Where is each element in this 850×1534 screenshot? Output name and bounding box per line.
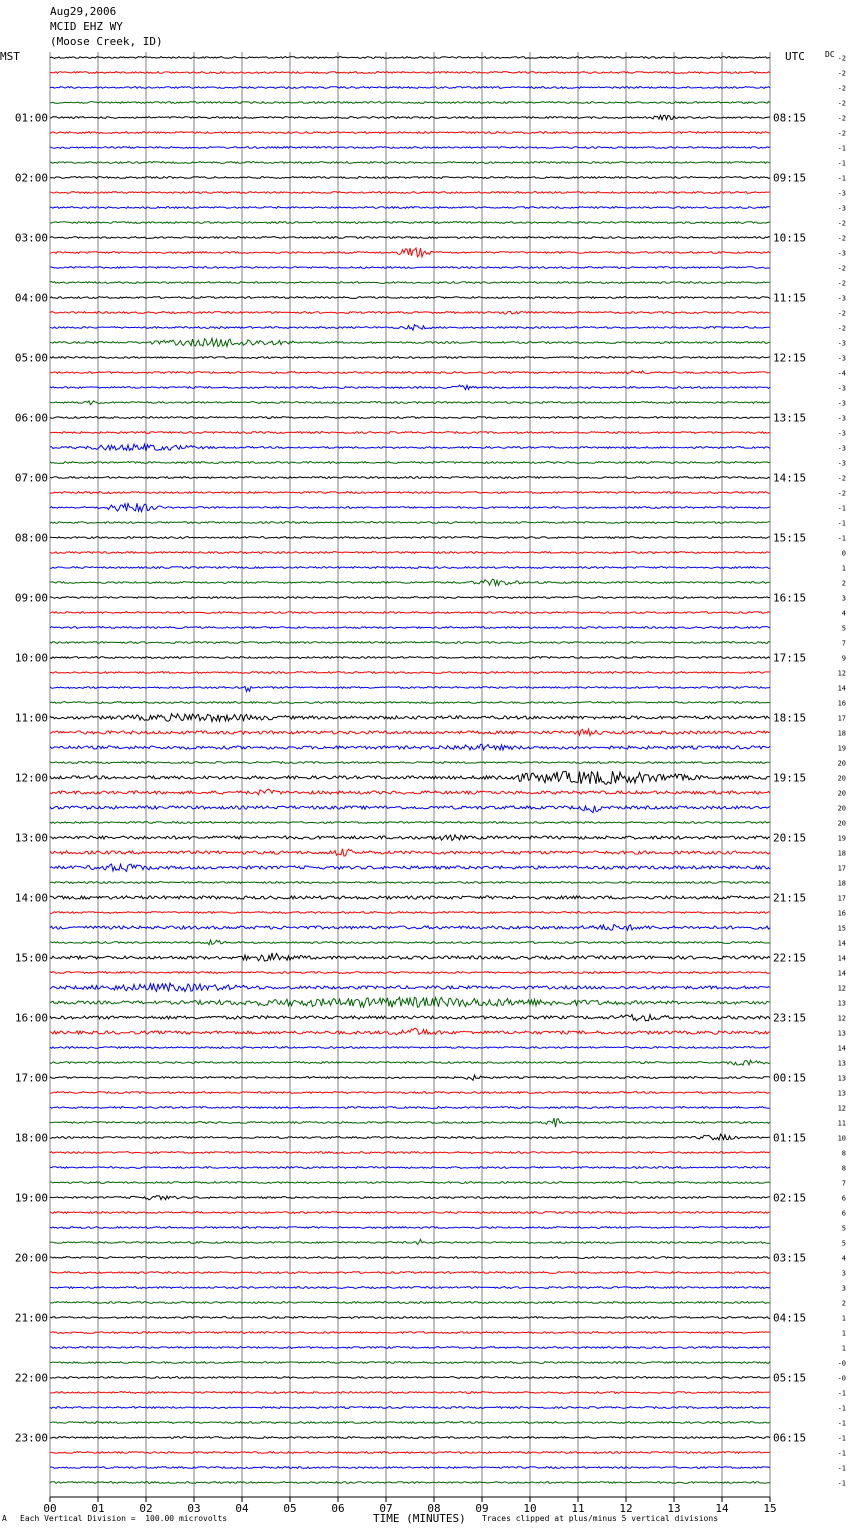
trace-line (50, 432, 770, 434)
trace-line (50, 115, 770, 120)
mst-hour-label: 15:00 (14, 951, 48, 965)
dc-offset-label: 14 (837, 684, 846, 693)
utc-hour-label: 20:15 (773, 831, 807, 845)
trace-line (50, 248, 770, 257)
trace-line (50, 177, 770, 179)
dc-offset-label: 6 (841, 1194, 846, 1203)
trace-line (50, 744, 770, 750)
trace-line (50, 444, 770, 451)
dc-offset-label: -1 (837, 1464, 846, 1473)
mst-hour-label: 07:00 (14, 471, 48, 485)
utc-hour-label: 18:15 (773, 711, 807, 725)
dc-offset-label: 10 (837, 1134, 846, 1143)
dc-offset-label: 13 (837, 1029, 846, 1038)
dc-offset-label: 12 (837, 1014, 846, 1023)
dc-offset-label: -1 (837, 534, 846, 543)
dc-offset-label: 13 (837, 1074, 846, 1083)
mst-axis-label: MST (0, 50, 20, 63)
dc-offset-label: 18 (837, 729, 846, 738)
dc-offset-label: -2 (837, 99, 846, 108)
clip-note: Traces clipped at plus/minus 5 vertical divisions (482, 1514, 719, 1523)
dc-offset-label: 11 (837, 1119, 846, 1128)
trace-line (50, 1392, 770, 1394)
trace-line (50, 1152, 770, 1154)
mst-hour-label: 04:00 (14, 291, 48, 305)
dc-offset-label: -3 (837, 429, 846, 438)
x-tick-label: 14 (715, 1502, 729, 1515)
trace-line (50, 597, 770, 599)
mst-hour-label: 20:00 (14, 1251, 48, 1265)
x-tick-label: 00 (43, 1502, 57, 1515)
dc-offset-label: -2 (837, 489, 846, 498)
x-tick-label: 07 (379, 1502, 393, 1515)
trace-line (50, 1272, 770, 1274)
trace-line (50, 567, 770, 569)
dc-offset-label: -1 (837, 1449, 846, 1458)
trace-line (50, 657, 770, 659)
mst-hour-label: 13:00 (14, 831, 48, 845)
dc-offset-label: -1 (837, 1434, 846, 1443)
mst-hour-label: 05:00 (14, 351, 48, 365)
trace-line (50, 552, 770, 554)
trace-line (50, 1422, 770, 1424)
dc-offset-label: -2 (837, 324, 846, 333)
x-tick-label: 10 (523, 1502, 537, 1515)
trace-line (50, 642, 770, 644)
scale-note: Each Vertical Division = 100.00 microvolts (20, 1514, 228, 1523)
trace-line (50, 338, 770, 346)
trace-line (50, 627, 770, 629)
trace-line (50, 940, 770, 945)
trace-line (50, 1134, 770, 1140)
dc-offset-label: -1 (837, 144, 846, 153)
dc-offset-label: 7 (841, 639, 846, 648)
trace-line (50, 1118, 770, 1127)
dc-offset-label: 9 (841, 654, 846, 663)
dc-offset-label: -2 (837, 474, 846, 483)
dc-offset-label: 13 (837, 1059, 846, 1068)
dc-offset-label: 8 (841, 1149, 846, 1158)
trace-line (50, 1028, 770, 1035)
trace-line (50, 953, 770, 961)
dc-offset-label: -1 (837, 1389, 846, 1398)
dc-offset-label: 5 (841, 1239, 846, 1248)
dc-offset-label: -4 (837, 369, 846, 378)
trace-line (50, 1196, 770, 1200)
utc-hour-label: 02:15 (773, 1191, 807, 1205)
dc-offset-label: -2 (837, 219, 846, 228)
utc-hour-label: 03:15 (773, 1251, 807, 1265)
mst-hour-label: 18:00 (14, 1131, 48, 1145)
trace-line (50, 672, 770, 674)
utc-hour-label: 23:15 (773, 1011, 807, 1025)
x-tick-label: 13 (667, 1502, 681, 1515)
mst-hour-label: 12:00 (14, 771, 48, 785)
trace-line (50, 1107, 770, 1109)
dc-offset-label: 5 (841, 624, 846, 633)
x-tick-label: 09 (475, 1502, 489, 1515)
trace-line (50, 237, 770, 239)
dc-offset-label: 4 (841, 609, 846, 618)
trace-line (50, 983, 770, 991)
trace-line (50, 972, 770, 974)
x-tick-label: 11 (571, 1502, 585, 1515)
dc-offset-label: -1 (837, 174, 846, 183)
trace-line (50, 477, 770, 479)
trace-line (50, 57, 770, 59)
x-tick-label: 06 (331, 1502, 345, 1515)
dc-offset-label: 17 (837, 864, 846, 873)
dc-offset-label: 3 (841, 594, 846, 603)
dc-offset-label: -3 (837, 339, 846, 348)
mst-hour-label: 06:00 (14, 411, 48, 425)
trace-line (50, 282, 770, 284)
dc-offset-label: -2 (837, 54, 846, 63)
utc-hour-label: 10:15 (773, 231, 807, 245)
station-location: (Moose Creek, ID) (50, 35, 163, 48)
utc-hour-label: 19:15 (773, 771, 807, 785)
trace-line (50, 222, 770, 224)
utc-hour-label: 13:15 (773, 411, 807, 425)
trace-line (50, 192, 770, 194)
mst-hour-label: 08:00 (14, 531, 48, 545)
trace-line (50, 924, 770, 930)
trace-line (50, 87, 770, 89)
mst-hour-label: 16:00 (14, 1011, 48, 1025)
utc-hour-label: 16:15 (773, 591, 807, 605)
trace-line (50, 401, 770, 405)
trace-line (50, 1347, 770, 1349)
station-name: MCID EHZ WY (50, 20, 123, 33)
x-tick-label: 15 (763, 1502, 777, 1515)
mst-hour-label: 10:00 (14, 651, 48, 665)
dc-offset-label: -3 (837, 354, 846, 363)
trace-line (50, 72, 770, 74)
dc-offset-label: 17 (837, 894, 846, 903)
trace-line (50, 729, 770, 735)
dc-offset-label: 2 (841, 579, 846, 588)
dc-offset-label: -1 (837, 504, 846, 513)
dc-offset-label: -0 (837, 1374, 846, 1383)
trace-line (50, 1407, 770, 1409)
dc-offset-label: 19 (837, 834, 846, 843)
mst-hour-label: 02:00 (14, 171, 48, 185)
dc-offset-label: 0 (841, 549, 846, 558)
mst-hour-label: 01:00 (14, 111, 48, 125)
dc-offset-label: -2 (837, 279, 846, 288)
trace-line (50, 864, 770, 871)
utc-hour-label: 06:15 (773, 1431, 807, 1445)
trace-line (50, 912, 770, 914)
trace-line (50, 789, 770, 794)
utc-axis-label: UTC (785, 50, 805, 63)
dc-offset-label: -3 (837, 399, 846, 408)
trace-line (50, 714, 770, 722)
utc-hour-label: 15:15 (773, 531, 807, 545)
trace-line (50, 1182, 770, 1184)
mst-hour-label: 22:00 (14, 1371, 48, 1385)
dc-offset-label: 20 (837, 774, 846, 783)
trace-line (50, 1362, 770, 1364)
dc-offset-label: -1 (837, 1404, 846, 1413)
trace-line (50, 771, 770, 784)
trace-line (50, 1332, 770, 1334)
trace-line (50, 882, 770, 884)
mst-hour-label: 11:00 (14, 711, 48, 725)
trace-line (50, 1015, 770, 1021)
utc-hour-label: 00:15 (773, 1071, 807, 1085)
dc-offset-label: -2 (837, 84, 846, 93)
dc-label: DC (825, 50, 835, 59)
dc-offset-label: -1 (837, 1479, 846, 1488)
dc-offset-label: 14 (837, 969, 846, 978)
trace-line (50, 102, 770, 104)
dc-offset-label: -2 (837, 264, 846, 273)
corner-mark: A (2, 1514, 7, 1523)
trace-line (50, 522, 770, 524)
dc-offset-label: -2 (837, 309, 846, 318)
dc-offset-label: -1 (837, 159, 846, 168)
utc-hour-label: 09:15 (773, 171, 807, 185)
utc-hour-label: 01:15 (773, 1131, 807, 1145)
trace-line (50, 1377, 770, 1379)
trace-line (50, 1047, 770, 1049)
trace-line (50, 1257, 770, 1259)
mst-hour-label: 03:00 (14, 231, 48, 245)
trace-line (50, 1212, 770, 1214)
dc-offset-label: 18 (837, 879, 846, 888)
dc-offset-label: -2 (837, 69, 846, 78)
dc-offset-label: 5 (841, 1224, 846, 1233)
trace-line (50, 371, 770, 374)
dc-offset-label: 3 (841, 1269, 846, 1278)
trace-line (50, 1239, 770, 1244)
trace-line (50, 997, 770, 1007)
trace-line (50, 849, 770, 856)
dc-offset-label: -3 (837, 189, 846, 198)
mst-hour-label: 17:00 (14, 1071, 48, 1085)
mst-hour-label: 19:00 (14, 1191, 48, 1205)
dc-offset-label: -3 (837, 459, 846, 468)
dc-offset-label: 12 (837, 669, 846, 678)
trace-line (50, 1167, 770, 1169)
dc-offset-label: -1 (837, 519, 846, 528)
dc-offset-label: 1 (841, 1329, 846, 1338)
dc-offset-label: 2 (841, 1299, 846, 1308)
trace-line (50, 385, 770, 390)
trace-line (50, 267, 770, 269)
trace-line (50, 312, 770, 315)
utc-hour-label: 17:15 (773, 651, 807, 665)
utc-hour-label: 05:15 (773, 1371, 807, 1385)
mst-hour-label: 23:00 (14, 1431, 48, 1445)
trace-line (50, 762, 770, 764)
trace-line (50, 896, 770, 899)
dc-offset-label: 6 (841, 1209, 846, 1218)
dc-offset-label: 20 (837, 789, 846, 798)
trace-line (50, 835, 770, 841)
trace-line (50, 537, 770, 539)
dc-offset-label: -3 (837, 414, 846, 423)
x-tick-label: 04 (235, 1502, 249, 1515)
trace-line (50, 207, 770, 209)
trace-line (50, 1075, 770, 1080)
dc-offset-label: 14 (837, 1044, 846, 1053)
dc-offset-label: -2 (837, 114, 846, 123)
dc-offset-label: 20 (837, 804, 846, 813)
trace-line (50, 1060, 770, 1065)
x-tick-label: 12 (619, 1502, 633, 1515)
utc-hour-label: 04:15 (773, 1311, 807, 1325)
plot-date: Aug29,2006 (50, 5, 117, 18)
dc-offset-label: -0 (837, 1359, 846, 1368)
utc-hour-label: 11:15 (773, 291, 807, 305)
mst-hour-label: 14:00 (14, 891, 48, 905)
dc-offset-label: 1 (841, 564, 846, 573)
dc-offset-label: 15 (837, 924, 846, 933)
dc-offset-label: 12 (837, 1104, 846, 1113)
dc-offset-label: -3 (837, 249, 846, 258)
dc-offset-label: 20 (837, 819, 846, 828)
utc-hour-label: 21:15 (773, 891, 807, 905)
trace-line (50, 822, 770, 824)
dc-offset-label: 17 (837, 714, 846, 723)
dc-offset-label: 19 (837, 744, 846, 753)
mst-hour-label: 21:00 (14, 1311, 48, 1325)
trace-line (50, 325, 770, 330)
dc-offset-label: -3 (837, 294, 846, 303)
x-tick-label: 03 (187, 1502, 201, 1515)
trace-line (50, 1482, 770, 1484)
dc-offset-label: 18 (837, 849, 846, 858)
trace-line (50, 132, 770, 134)
dc-offset-label: 14 (837, 939, 846, 948)
dc-offset-label: 14 (837, 954, 846, 963)
trace-line (50, 1467, 770, 1469)
trace-line (50, 492, 770, 494)
trace-line (50, 1287, 770, 1289)
trace-line (50, 162, 770, 164)
x-axis-title: TIME (MINUTES) (373, 1512, 466, 1525)
trace-line (50, 612, 770, 614)
mst-hour-label: 09:00 (14, 591, 48, 605)
utc-hour-label: 22:15 (773, 951, 807, 965)
trace-line (50, 297, 770, 299)
trace-line (50, 579, 770, 585)
trace-line (50, 1092, 770, 1094)
trace-line (50, 147, 770, 149)
dc-offset-label: 8 (841, 1164, 846, 1173)
x-tick-label: 02 (139, 1502, 153, 1515)
trace-line (50, 357, 770, 359)
utc-hour-label: 08:15 (773, 111, 807, 125)
dc-offset-label: 16 (837, 909, 846, 918)
dc-offset-label: 1 (841, 1344, 846, 1353)
trace-line (50, 462, 770, 464)
dc-offset-label: 16 (837, 699, 846, 708)
dc-offset-label: 3 (841, 1284, 846, 1293)
dc-offset-label: -3 (837, 384, 846, 393)
dc-offset-label: 7 (841, 1179, 846, 1188)
x-tick-label: 05 (283, 1502, 297, 1515)
x-tick-label: 08 (427, 1502, 441, 1515)
x-tick-label: 01 (91, 1502, 105, 1515)
dc-offset-label: 20 (837, 759, 846, 768)
dc-offset-label: 12 (837, 984, 846, 993)
utc-hour-label: 14:15 (773, 471, 807, 485)
trace-line (50, 702, 770, 704)
trace-line (50, 1227, 770, 1229)
dc-offset-label: 4 (841, 1254, 846, 1263)
trace-line (50, 686, 770, 691)
trace-line (50, 1317, 770, 1319)
trace-line (50, 503, 770, 511)
dc-offset-label: -2 (837, 234, 846, 243)
trace-line (50, 1452, 770, 1454)
dc-offset-label: 13 (837, 999, 846, 1008)
dc-offset-label: 13 (837, 1089, 846, 1098)
dc-offset-label: -2 (837, 129, 846, 138)
trace-line (50, 417, 770, 419)
utc-hour-label: 12:15 (773, 351, 807, 365)
trace-line (50, 806, 770, 813)
trace-line (50, 1302, 770, 1304)
dc-offset-label: 1 (841, 1314, 846, 1323)
dc-offset-label: -1 (837, 1419, 846, 1428)
dc-offset-label: -3 (837, 204, 846, 213)
trace-line (50, 1437, 770, 1439)
dc-offset-label: -3 (837, 444, 846, 453)
